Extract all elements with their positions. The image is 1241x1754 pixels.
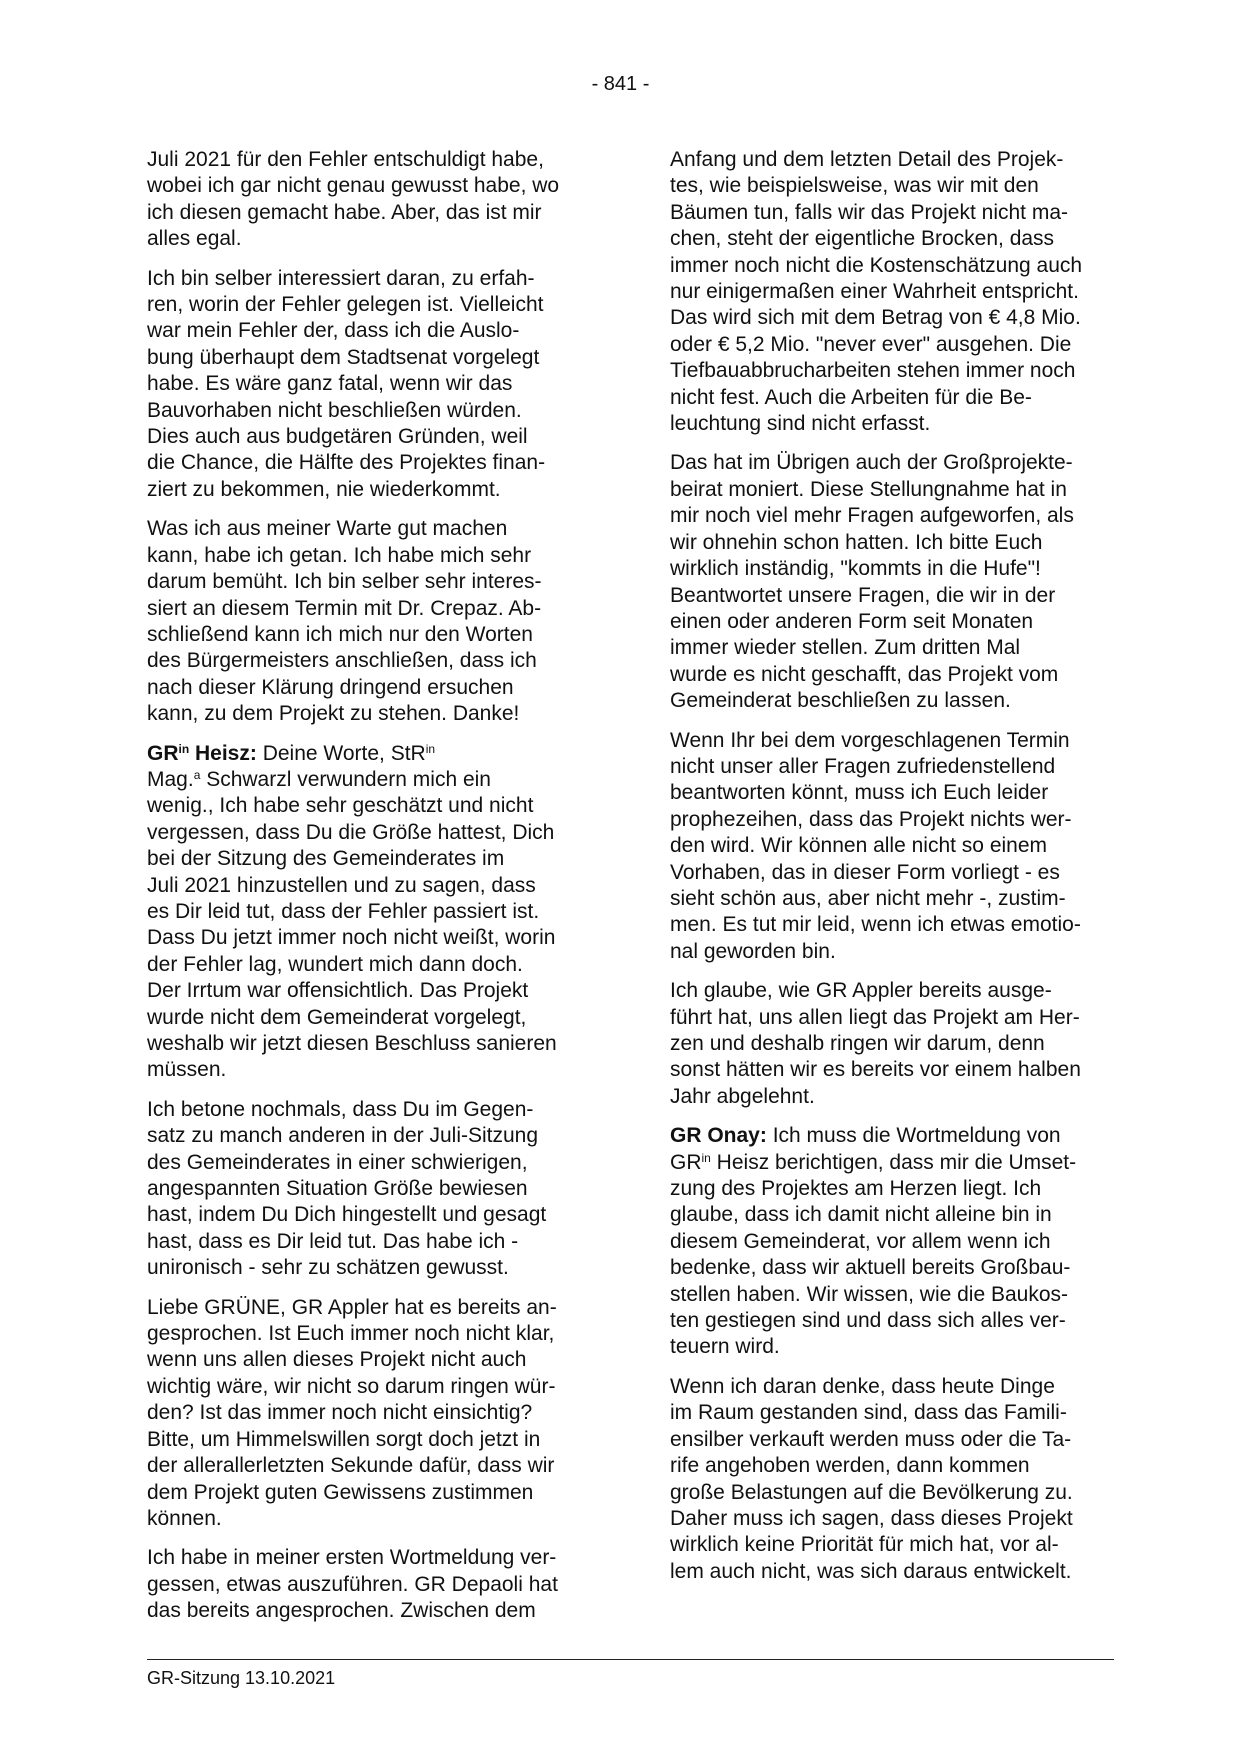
text-line: teuern wird.: [670, 1335, 780, 1359]
text-line: Wenn Ihr bei dem vorgeschlagenen Termin: [670, 728, 1070, 752]
text-fragment: GR: [670, 1150, 702, 1174]
text-fragment: Ich muss die Wortmeldung von: [766, 1124, 1061, 1148]
paragraph: [147, 266, 599, 504]
text-line: zen und deshalb ringen wir darum, denn: [670, 1032, 1045, 1055]
text-line: Juli 2021 für den Fehler entschuldigt habe,: [147, 148, 544, 171]
text-line: mir noch viel mehr Fragen aufgeworfen, als: [670, 504, 1074, 528]
text-line: Beantwortet unsere Fragen, die wir in der: [670, 583, 1056, 607]
text-line: weshalb wir jetzt diesen Beschluss sanieren: [147, 1032, 557, 1055]
text-line: Was ich aus meiner Warte gut machen: [147, 517, 508, 541]
text-line: nicht unser aller Fragen zufriedenstellend: [670, 754, 1056, 778]
text-line: leuchtung sind nicht erfasst.: [670, 412, 931, 436]
text-line: rife angehoben werden, dann kommen: [670, 1454, 1030, 1478]
text-line: diesem Gemeinderat, vor allem wenn ich: [670, 1229, 1051, 1253]
text-line: siert an diesem Termin mit Dr. Crepaz. Ab-: [147, 596, 542, 620]
text-line: Wenn ich daran denke, dass heute Dinge: [670, 1374, 1055, 1398]
paragraph: [670, 728, 1122, 966]
text-line: lem auch nicht, was sich daraus entwickelt.: [670, 1559, 1072, 1583]
superscript: in: [425, 741, 436, 756]
text-line: Gemeinderat beschließen zu lassen.: [670, 689, 1011, 713]
speaker-name: [147, 742, 257, 765]
text-line: Daher muss ich sagen, dass dieses Projekt: [670, 1506, 1073, 1530]
text-line: einen oder anderen Form seit Monaten: [670, 609, 1034, 633]
text-line: Ich bin selber interessiert daran, zu erfah-: [147, 266, 535, 290]
text-line: hast, dass es Dir leid tut. Das habe ich -: [147, 1229, 519, 1253]
footer-text: GR-Sitzung 13.10.2021: [147, 1668, 336, 1688]
text-line: den wird. Wir können alle nicht so einem: [670, 834, 1048, 858]
paragraph: [670, 147, 1122, 437]
text-line: wichtig wäre, wir nicht so darum ringen wür-: [147, 1374, 556, 1398]
text-line: ziert zu bekommen, nie wiederkommt.: [147, 477, 501, 501]
left-column: [147, 147, 599, 1638]
text-line: den? Ist das immer noch nicht einsichtig?: [147, 1401, 533, 1425]
paragraph: [147, 1545, 599, 1624]
text-line: [670, 1150, 1122, 1176]
superscript: a: [193, 767, 201, 782]
text-line: kann, habe ich getan. Ich habe mich sehr: [147, 543, 532, 567]
superscript: in: [701, 1150, 711, 1165]
text-line: wirklich inständig, "kommts in die Hufe"!: [670, 557, 1041, 581]
text-line: bung überhaupt dem Stadtsenat vorgelegt: [147, 345, 540, 369]
text-line: alles egal.: [147, 227, 242, 251]
text-line: dem Projekt guten Gewissens zustimmen: [147, 1480, 534, 1504]
text-line: immer wieder stellen. Zum dritten Mal: [670, 636, 1021, 660]
text-line: hast, indem Du Dich hingestellt und gesagt: [147, 1203, 547, 1227]
text-line: Dass Du jetzt immer noch nicht weißt, worin: [147, 926, 556, 950]
text-line: im Raum gestanden sind, dass das Famili-: [670, 1401, 1067, 1425]
text-line: Bäumen tun, falls wir das Projekt nicht ma-: [670, 200, 1068, 224]
text-line: wurde nicht dem Gemeinderat vorgelegt,: [147, 1005, 527, 1029]
paragraph: [147, 516, 599, 727]
text-line: men. Es tut mir leid, wenn ich etwas emotio-: [670, 913, 1081, 937]
paragraph: [670, 450, 1122, 714]
text-line: des Bürgermeisters anschließen, dass ich: [147, 649, 537, 673]
text-fragment: Heisz berichtigen, dass mir die Umset-: [710, 1150, 1077, 1174]
text-line: ten gestiegen sind und dass sich alles ver-: [670, 1309, 1066, 1333]
text-line: [670, 1123, 1122, 1149]
text-line: [147, 767, 599, 793]
text-line: Das hat im Übrigen auch der Großprojekte-: [670, 451, 1073, 475]
text-line: beantworten könnt, muss ich Euch leider: [670, 781, 1049, 805]
text-line: können.: [147, 1506, 222, 1530]
text-line: gessen, etwas auszuführen. GR Depaoli hat: [147, 1572, 558, 1596]
paragraph-speaker-heisz: [147, 741, 599, 1084]
text-line: der allerallerletzten Sekunde dafür, dass wir: [147, 1454, 555, 1478]
text-line: wobei ich gar nicht genau gewusst habe, wo: [147, 174, 560, 198]
text-line: gesprochen. Ist Euch immer noch nicht klar,: [147, 1322, 555, 1346]
text-line: Anfang und dem letzten Detail des Projek-: [670, 148, 1064, 171]
text-line: Liebe GRÜNE, GR Appler hat es bereits an-: [147, 1295, 557, 1319]
text-line: ren, worin der Fehler gelegen ist. Vielleicht: [147, 293, 544, 317]
text-line: prophezeihen, dass das Projekt nichts wer-: [670, 807, 1072, 831]
text-line: darum bemüht. Ich bin selber sehr interes-: [147, 570, 542, 594]
speaker-prefix: GR: [147, 741, 179, 765]
text-line: wir ohnehin schon hatten. Ich bitte Euch: [670, 530, 1043, 554]
text-line: Juli 2021 hinzustellen und zu sagen, dass: [147, 873, 536, 897]
paragraph: [670, 978, 1122, 1110]
paragraph-speaker-onay: [670, 1123, 1122, 1361]
text-line: nicht fest. Auch die Arbeiten für die Be-: [670, 385, 1032, 409]
text-line: war mein Fehler der, dass ich die Auslo-: [147, 319, 520, 343]
text-fragment: Schwarzl verwundern mich ein: [200, 767, 491, 791]
text-line: kann, zu dem Projekt zu stehen. Danke!: [147, 702, 520, 726]
text-line: immer noch nicht die Kostenschätzung auch: [670, 253, 1083, 277]
text-line: der Fehler lag, wundert mich dann doch.: [147, 952, 523, 976]
text-line: habe. Es wäre ganz fatal, wenn wir das: [147, 372, 513, 396]
text-line: Der Irrtum war offensichtlich. Das Projekt: [147, 979, 529, 1003]
text-line: unironisch - sehr zu schätzen gewusst.: [147, 1256, 509, 1280]
text-line: das bereits angesprochen. Zwischen dem: [147, 1599, 536, 1623]
text-line: ensilber verkauft werden muss oder die Ta-: [670, 1427, 1072, 1451]
text-line: beirat moniert. Diese Stellungnahme hat in: [670, 477, 1067, 501]
text-line: nach dieser Klärung dringend ersuchen: [147, 675, 514, 699]
text-line: nur einigermaßen einer Wahrheit entspricht.: [670, 280, 1079, 304]
paragraph: [147, 1295, 599, 1533]
text-line: vergessen, dass Du die Größe hattest, Dich: [147, 820, 555, 844]
text-line: schließend kann ich mich nur den Worten: [147, 622, 533, 646]
text-line: bei der Sitzung des Gemeinderates im: [147, 847, 505, 871]
paragraph: [147, 147, 599, 253]
text-line: stellen haben. Wir wissen, wie die Baukos-: [670, 1282, 1069, 1306]
text-line: chen, steht der eigentliche Brocken, dass: [670, 227, 1055, 251]
text-line: glaube, dass ich damit nicht alleine bin in: [670, 1203, 1052, 1227]
superscript: in: [178, 741, 190, 756]
text-line: Ich habe in meiner ersten Wortmeldung ver-: [147, 1546, 557, 1570]
text-line: satz zu manch anderen in der Juli-Sitzung: [147, 1124, 539, 1148]
text-line: wurde es nicht geschafft, das Projekt vom: [670, 662, 1059, 686]
text-line: angespannten Situation Größe bewiesen: [147, 1177, 528, 1201]
text-line: Bitte, um Himmelswillen sorgt doch jetzt in: [147, 1427, 541, 1451]
footer-divider: [147, 1659, 1114, 1660]
text-line: Bauvorhaben nicht beschließen würden.: [147, 398, 522, 422]
text-line: Vorhaben, das in dieser Form vorliegt - es: [670, 860, 1060, 884]
text-line: ich diesen gemacht habe. Aber, das ist mir: [147, 200, 542, 224]
paragraph: [147, 1097, 599, 1282]
paragraph: [670, 1374, 1122, 1585]
page-number: - 841 -: [591, 73, 650, 95]
text-line: bedenke, dass wir aktuell bereits Großbau-: [670, 1256, 1071, 1280]
text-line: es Dir leid tut, dass der Fehler passiert ist.: [147, 899, 540, 923]
text-line: tes, wie beispielsweise, was wir mit den: [670, 174, 1039, 198]
right-column: [670, 147, 1122, 1598]
text-line: nal geworden bin.: [670, 939, 836, 963]
speaker-name: GR Onay:: [670, 1124, 767, 1148]
text-line: zung des Projektes am Herzen liegt. Ich: [670, 1177, 1042, 1201]
text-line: Ich glaube, wie GR Appler bereits ausge-: [670, 979, 1052, 1003]
text-line: wenn uns allen dieses Projekt nicht auch: [147, 1348, 527, 1372]
text-line: sonst hätten wir es bereits vor einem halben: [670, 1058, 1081, 1082]
text-line: wirklich keine Priorität für mich hat, vor al-: [670, 1533, 1059, 1557]
text-line: Das wird sich mit dem Betrag von € 4,8 Mio.: [670, 306, 1081, 330]
text-fragment: Mag.: [147, 767, 194, 791]
text-line: Jahr abgelehnt.: [670, 1084, 815, 1108]
text-line: große Belastungen auf die Bevölkerung zu.: [670, 1480, 1073, 1504]
text-line: [147, 741, 599, 767]
text-line: des Gemeinderates in einer schwierigen,: [147, 1150, 528, 1174]
text-line: sieht schön aus, aber nicht mehr -, zustim-: [670, 886, 1066, 910]
text-line: die Chance, die Hälfte des Projektes finan-: [147, 451, 546, 475]
text-line: Ich betone nochmals, dass Du im Gegen-: [147, 1097, 534, 1121]
text-line: Tiefbauabbrucharbeiten stehen immer noch: [670, 359, 1076, 383]
text-line: oder € 5,2 Mio. "never ever" ausgehen. Die: [670, 332, 1072, 356]
text-line: Dies auch aus budgetären Gründen, weil: [147, 425, 528, 449]
text-line: wenig., Ich habe sehr geschätzt und nicht: [147, 794, 534, 818]
text-line: führt hat, uns allen liegt das Projekt am Her-: [670, 1005, 1080, 1029]
speaker-surname: Heisz:: [189, 741, 257, 765]
text-fragment: Deine Worte, StR: [256, 741, 426, 765]
text-line: müssen.: [147, 1058, 227, 1082]
